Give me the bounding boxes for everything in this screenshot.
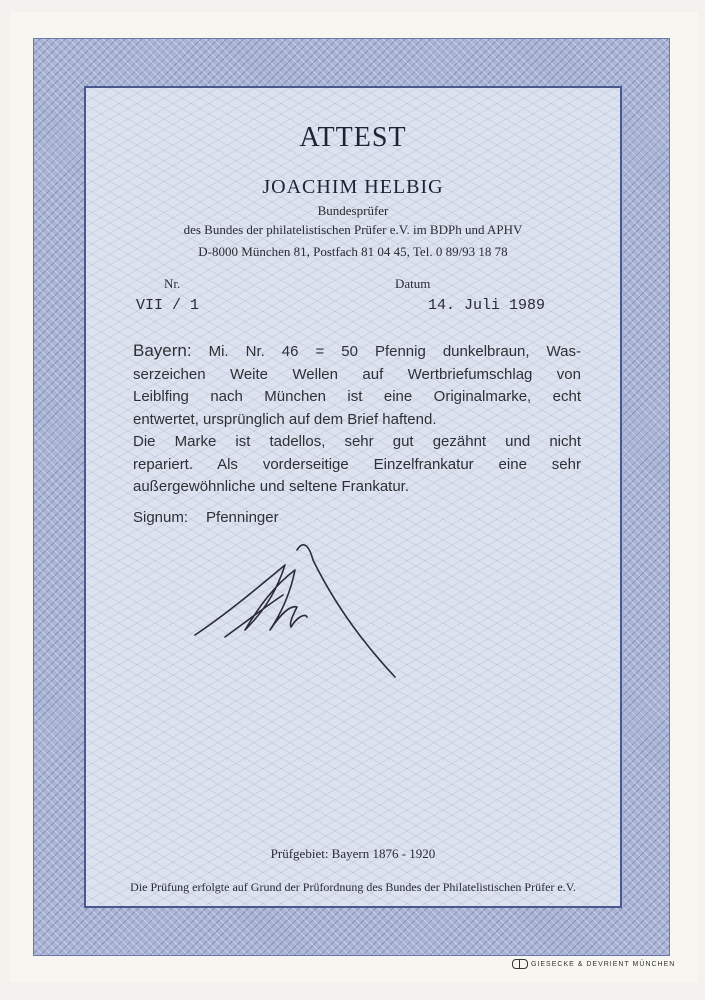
examiner-address: D-8000 München 81, Postfach 81 04 45, Tel. 0 89/93 18 78 — [198, 244, 508, 259]
date-value: 14. Juli 1989 — [428, 297, 546, 314]
examiner-name: JOACHIM HELBIG — [262, 176, 444, 198]
number-value: VII / 1 — [136, 297, 200, 314]
examiner-role: Bundesprüfer — [317, 203, 389, 218]
body-line-1-text: Mi. Nr. 46 = 50 Pfennig dunkelbraun, Was- — [208, 343, 581, 360]
body-line-1 — [133, 340, 581, 364]
examiner-association: des Bundes der philatelistischen Prüfer e.V. im BDPh und APHV — [183, 222, 523, 237]
date-label: Datum — [395, 276, 431, 291]
printer-name: GIESECKE & DEVRIENT MÜNCHEN — [531, 960, 676, 968]
printer-imprint — [512, 959, 675, 969]
signum-row — [133, 509, 297, 526]
body-line-5: Die Marke ist tadellos, sehr gut gezähnt und nicht — [133, 433, 581, 450]
body-line-7: außergewöhnliche und seltene Frankatur. — [133, 478, 410, 495]
signum-label: Signum: — [133, 509, 189, 526]
examination-area: Prüfgebiet: Bayern 1876 - 1920 — [270, 846, 436, 861]
certificate-body — [133, 340, 581, 499]
signum-value: Pfenninger — [206, 509, 279, 526]
body-line-4: entwertet, ursprünglich auf dem Brief haftend. — [133, 410, 437, 428]
body-line-6: repariert. Als vorderseitige Einzelfrankatur eine sehr — [133, 455, 581, 473]
number-label: Nr. — [164, 276, 181, 291]
footer-note: Die Prüfung erfolgte auf Grund der Prüfordnung des Bundes der Philatelistischen Prüfer e.V. — [130, 880, 576, 894]
body-line-2: serzeichen Weite Wellen auf Wertbriefumschlag von — [133, 365, 581, 383]
printer-logo-icon — [512, 959, 528, 969]
handwritten-signature — [185, 535, 415, 685]
region-label: Bayern: — [133, 341, 192, 360]
document-title: ATTEST — [299, 122, 407, 153]
body-line-3: Leiblfing nach München ist eine Originalmarke, echt — [133, 388, 581, 405]
